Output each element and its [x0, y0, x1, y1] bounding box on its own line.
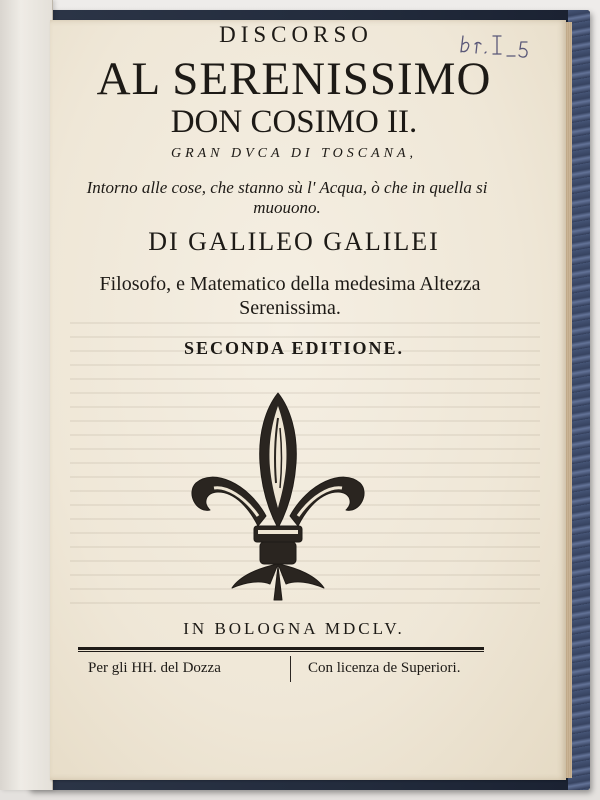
page-edge — [566, 22, 572, 778]
heading-discorso: DISCORSO — [219, 22, 373, 47]
imprint-rule-thin — [78, 651, 484, 652]
heading-don-cosimo: DON COSIMO II. — [170, 104, 418, 140]
author-line: DI GALILEO GALILEI — [148, 227, 440, 256]
fleur-de-lis-icon — [188, 388, 368, 603]
printer-line: Per gli HH. del Dozza — [88, 660, 221, 676]
handwritten-annotation — [455, 26, 545, 66]
title-page — [50, 20, 566, 780]
imprint-divider — [290, 656, 291, 682]
heading-gran-duca: GRAN DVCA DI TOSCANA, — [170, 146, 418, 161]
imprint-rule — [78, 647, 484, 650]
author-title: Filosofo, e Matematico della medesima Altezza Serenissima. — [99, 273, 481, 319]
licenza-line: Con licenza de Superiori. — [308, 660, 461, 676]
heading-al-serenissimo: AL SERENISSIMO — [96, 53, 492, 105]
edition-line: SECONDA EDITIONE. — [183, 338, 405, 358]
imprint-place: IN BOLOGNA MDCLV. — [183, 619, 405, 638]
subtitle-intorno: Intorno alle cose, che stanno sù l' Acqua, ò che in quella si muouono. — [86, 178, 488, 217]
